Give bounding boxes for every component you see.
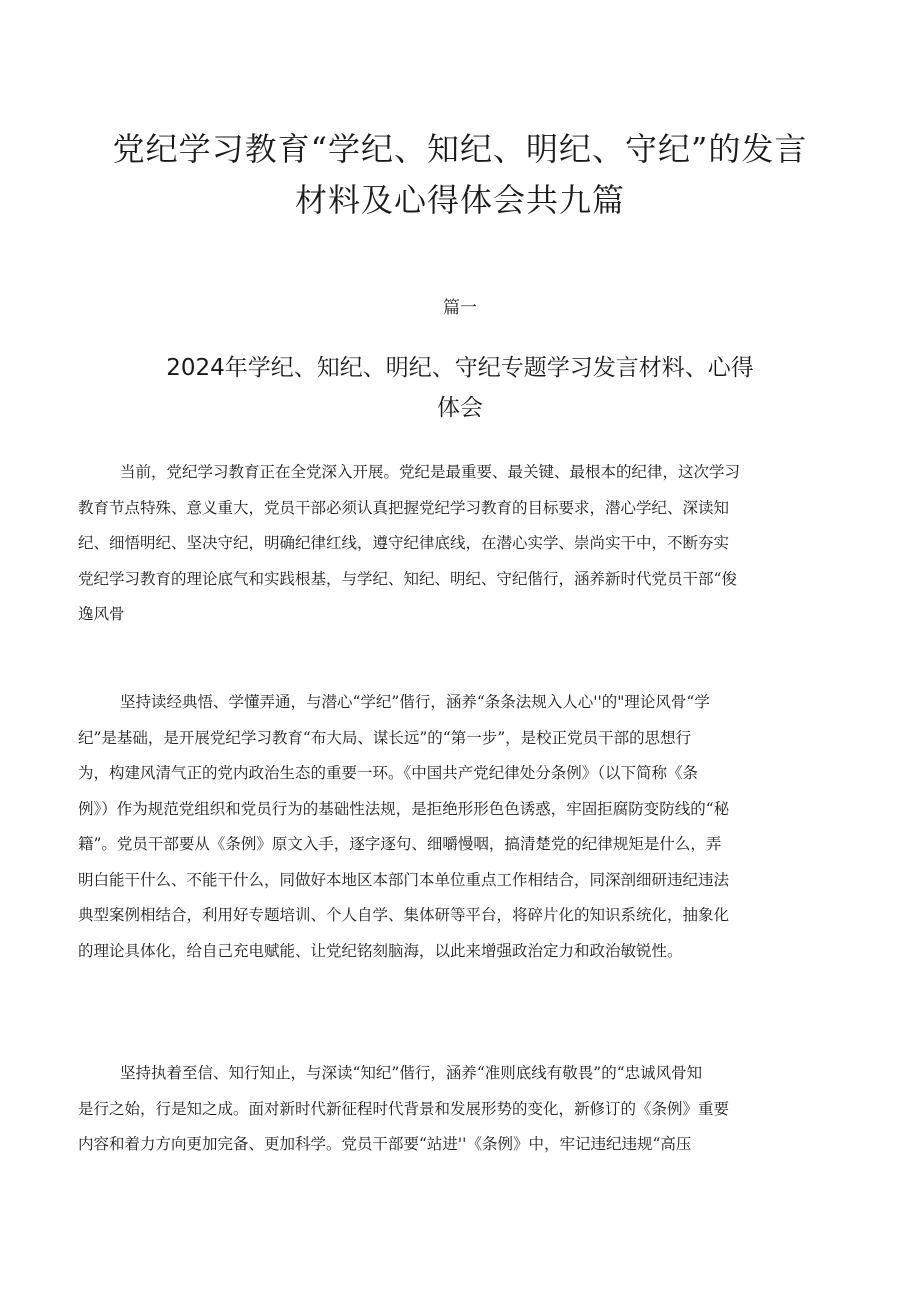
paragraph-line: 为，构建风清气正的党内政治生态的重要一环。《中国共产党纪律处分条例》（以下简称《条 <box>78 764 699 782</box>
section-title-line: 体会 <box>437 395 483 421</box>
paragraph-line: 当前，党纪学习教育正在全党深入开展。党纪是最重要、最关键、最根本的纪律，这次学习 <box>120 463 741 481</box>
paragraph-line: 是行之始，行是知之成。面对新时代新征程时代背景和发展形势的变化，新修订的《条例》重要 <box>78 1099 730 1118</box>
body-paragraph <box>78 685 854 969</box>
paragraph-line: 明白能干什么、不能干什么，同做好本地区本部门本单位重点工作相结合，同深剖细研违纪违法 <box>78 870 730 889</box>
paragraph-line: 教育节点特殊、意义重大，党员干部必须认真把握党纪学习教育的目标要求，潜心学纪、深读知 <box>78 498 730 517</box>
section-label: 篇一 <box>443 298 477 318</box>
body-paragraph <box>78 1056 854 1163</box>
paragraph-line: 籍”。党员干部要从《条例》原文入手，逐字逐句、细嚼慢咽，搞清楚党的纪律规矩是什么，弄 <box>78 835 722 853</box>
paragraph-line: 纪”是基础，是开展党纪学习教育“布大局、谋长远”的“第一步”，是校正党员干部的思想行 <box>78 728 692 747</box>
paragraph-line: 例》）作为规范党组织和党员行为的基础性法规，是拒绝形形色色诱惑，牢固拒腐防变防线的“秘 <box>78 799 730 818</box>
paragraph-line: 纪、细悟明纪、坚决守纪，明确纪律红线，遵守纪律底线，在潜心实学、崇尚实干中，不断夯实 <box>78 534 730 552</box>
body-paragraph <box>78 455 854 633</box>
document-title <box>80 124 840 226</box>
document-title-line: 党纪学习教育“学纪、知纪、明纪、守纪”的发言 <box>112 130 808 168</box>
paragraph-line: 逸风骨 <box>78 605 125 623</box>
paragraph-line: 党纪学习教育的理论底气和实践根基，与学纪、知纪、明纪、守纪偕行，涵养新时代党员干部“俊 <box>78 569 737 588</box>
paragraph-line: 的理论具体化，给自己充电赋能、让党纪铭刻脑海，以此来增强政治定力和政治敏锐性。 <box>78 941 683 960</box>
section-title-line: 2024年学纪、知纪、明纪、守纪专题学习发言材料、心得 <box>166 355 754 381</box>
section-title <box>110 348 810 428</box>
paragraph-line: 坚持读经典悟、学懂弄通，与潜心“学纪”偕行，涵养“条条法规入人心''的"理论风骨“学 <box>120 693 710 711</box>
document-title-line: 材料及心得体会共九篇 <box>294 181 625 219</box>
paragraph-line: 典型案例相结合，利用好专题培训、个人自学、集体研等平台，将碎片化的知识系统化，抽象化 <box>78 906 730 924</box>
paragraph-line: 内容和着力方向更加完备、更加科学。党员干部要“站进''《条例》中，牢记违纪违规“高压 <box>78 1135 692 1153</box>
paragraph-line: 坚持执着至信、知行知止，与深读“知纪”偕行，涵养“准则底线有敬畏”的“忠诚风骨知 <box>120 1064 703 1082</box>
